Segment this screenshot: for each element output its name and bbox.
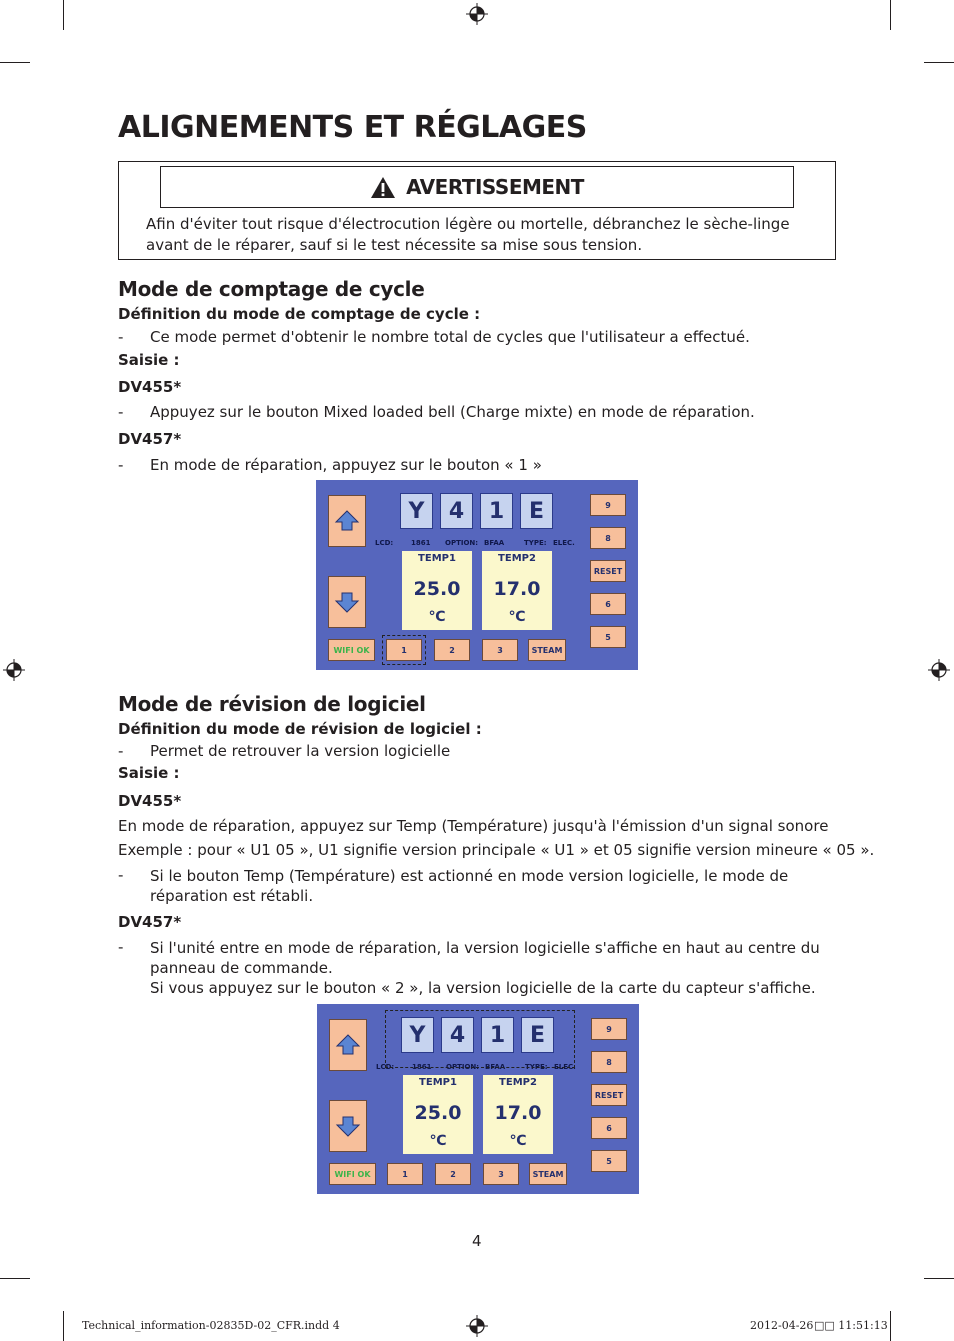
bullet-text xyxy=(150,866,788,906)
bullet-dash: - xyxy=(118,456,124,474)
crop-mark xyxy=(63,1311,64,1341)
bullet-line: panneau de commande. xyxy=(150,959,333,977)
model-label: DV457* xyxy=(118,430,182,448)
temp2-display xyxy=(483,1075,553,1154)
model-label: DV457* xyxy=(118,913,182,931)
button-3: 3 xyxy=(483,1163,519,1185)
display-digit: Y xyxy=(401,1017,434,1053)
button-2: 2 xyxy=(435,1163,471,1185)
temp1-label: TEMP1 xyxy=(419,1077,457,1088)
display-digit: 1 xyxy=(480,493,513,529)
button-1: 1 xyxy=(387,1163,423,1185)
warning-text xyxy=(146,214,806,256)
button-8: 8 xyxy=(591,1051,627,1073)
footer-file: Technical_information-02835D-02_CFR.indd 4 xyxy=(82,1319,340,1332)
temp1-unit: ℃ xyxy=(429,1133,447,1149)
wifi-ok-button: WIFI OK xyxy=(328,639,375,661)
button-6: 6 xyxy=(591,1117,627,1139)
page-title: ALIGNEMENTS ET RÉGLAGES xyxy=(118,110,587,145)
temp2-unit: ℃ xyxy=(509,1133,527,1149)
type-value: ELEC. xyxy=(554,1063,576,1071)
temp2-display xyxy=(482,551,552,630)
temp1-display xyxy=(402,551,472,630)
display-digit: 4 xyxy=(440,493,473,529)
lcd-label: LCD: xyxy=(375,539,394,547)
entry-label: Saisie : xyxy=(118,764,180,782)
crop-mark xyxy=(890,1311,891,1341)
button-1: 1 xyxy=(386,639,422,661)
temp2-value: 17.0 xyxy=(494,1102,542,1124)
registration-mark-icon xyxy=(3,659,25,681)
bullet-text xyxy=(150,938,820,998)
registration-mark-icon xyxy=(466,1315,488,1337)
control-panel-diagram xyxy=(316,480,638,670)
temp2-label: TEMP2 xyxy=(499,1077,537,1088)
display-digit: E xyxy=(520,493,553,529)
section-heading: Mode de comptage de cycle xyxy=(118,277,425,301)
definition-label: Définition du mode de comptage de cycle : xyxy=(118,305,481,323)
warning-line: avant de le réparer, sauf si le test nécessite sa mise sous tension. xyxy=(146,236,643,254)
section-heading: Mode de révision de logiciel xyxy=(118,692,426,716)
bullet-line: réparation est rétabli. xyxy=(150,887,314,905)
lcd-label: LCD: xyxy=(376,1063,395,1071)
up-button xyxy=(329,1019,367,1071)
temp2-value: 17.0 xyxy=(493,578,541,600)
arrow-down-icon xyxy=(329,577,365,627)
option-label: OPTION: xyxy=(446,1063,480,1071)
button-5: 5 xyxy=(591,1150,627,1172)
temp2-unit: ℃ xyxy=(508,609,526,625)
temp2-label: TEMP2 xyxy=(498,553,536,564)
temp1-unit: ℃ xyxy=(428,609,446,625)
option-label: OPTION: xyxy=(445,539,479,547)
lcd-value: 1861 xyxy=(411,539,431,547)
crop-mark xyxy=(0,62,30,63)
button-8: 8 xyxy=(590,527,626,549)
registration-mark-icon xyxy=(928,659,950,681)
model-label: DV455* xyxy=(118,792,182,810)
model-label: DV455* xyxy=(118,378,182,396)
display-digit: 1 xyxy=(481,1017,514,1053)
button-5: 5 xyxy=(590,626,626,648)
type-label: TYPE: xyxy=(524,539,547,547)
highlight-marker xyxy=(382,635,426,665)
reset-button: RESET xyxy=(590,560,626,582)
bullet-dash: - xyxy=(118,742,124,760)
button-3: 3 xyxy=(482,639,518,661)
type-label: TYPE: xyxy=(525,1063,548,1071)
definition-text: Permet de retrouver la version logicielle xyxy=(150,742,451,760)
bullet-line: Si vous appuyez sur le bouton « 2 », la version logicielle de la carte du capteur s'affiche. xyxy=(150,979,816,997)
temp1-display xyxy=(403,1075,473,1154)
temp1-label: TEMP1 xyxy=(418,553,456,564)
footer-time: □□ 11:51:13 xyxy=(814,1319,888,1332)
instruction-text: Appuyez sur le bouton Mixed loaded bell (Charge mixte) en mode de réparation. xyxy=(150,403,755,421)
wifi-ok-button: WIFI OK xyxy=(329,1163,376,1185)
registration-mark-icon xyxy=(466,3,488,25)
warning-header xyxy=(160,166,794,208)
button-6: 6 xyxy=(590,593,626,615)
up-button xyxy=(328,495,366,547)
temp1-value: 25.0 xyxy=(413,578,461,600)
footer-date: 2012-04-26 xyxy=(750,1319,814,1332)
button-9: 9 xyxy=(590,494,626,516)
arrow-down-icon xyxy=(330,1101,366,1151)
arrow-up-icon xyxy=(329,496,365,546)
crop-mark xyxy=(0,1278,30,1279)
button-2: 2 xyxy=(434,639,470,661)
instruction-text: En mode de réparation, appuyez sur le bouton « 1 » xyxy=(150,456,542,474)
crop-mark xyxy=(924,62,954,63)
definition-text: Ce mode permet d'obtenir le nombre total de cycles que l'utilisateur a effectué. xyxy=(150,328,750,346)
definition-label: Définition du mode de révision de logiciel : xyxy=(118,720,482,738)
bullet-dash: - xyxy=(118,328,124,346)
bullet-dash: - xyxy=(118,403,124,421)
bullet-dash: - xyxy=(118,866,124,884)
bullet-dash: - xyxy=(118,938,124,956)
bullet-line: Si le bouton Temp (Température) est actionné en mode version logicielle, le mode de xyxy=(150,867,789,885)
crop-mark xyxy=(924,1278,954,1279)
example-text: Exemple : pour « U1 05 », U1 signifie version principale « U1 » et 05 signifie version mineure « 05 ». xyxy=(118,841,875,859)
display-digit: E xyxy=(521,1017,554,1053)
control-panel-diagram xyxy=(317,1004,639,1194)
temp1-value: 25.0 xyxy=(414,1102,462,1124)
warning-line: Afin d'éviter tout risque d'électrocution légère ou mortelle, débranchez le sèche-linge xyxy=(146,215,790,233)
highlight-marker xyxy=(385,1010,575,1068)
warning-heading: AVERTISSEMENT xyxy=(406,175,584,199)
lcd-value: 1861 xyxy=(412,1063,432,1071)
reset-button: RESET xyxy=(591,1084,627,1106)
steam-button: STEAM xyxy=(529,1163,567,1185)
option-value: BFAA xyxy=(485,1063,506,1071)
display-digit: Y xyxy=(400,493,433,529)
warning-triangle-icon xyxy=(370,176,396,199)
arrow-up-icon xyxy=(330,1020,366,1070)
steam-button: STEAM xyxy=(528,639,566,661)
display-digit: 4 xyxy=(441,1017,474,1053)
bullet-line: Si l'unité entre en mode de réparation, la version logicielle s'affiche en haut au centre du xyxy=(150,939,820,957)
button-9: 9 xyxy=(591,1018,627,1040)
type-value: ELEC. xyxy=(553,539,575,547)
option-value: BFAA xyxy=(484,539,505,547)
crop-mark xyxy=(890,0,891,30)
down-button xyxy=(329,1100,367,1152)
instruction-text: En mode de réparation, appuyez sur Temp (Température) jusqu'à l'émission d'un signal sonore xyxy=(118,817,829,835)
page-number: 4 xyxy=(472,1232,482,1250)
entry-label: Saisie : xyxy=(118,351,180,369)
down-button xyxy=(328,576,366,628)
crop-mark xyxy=(63,0,64,30)
